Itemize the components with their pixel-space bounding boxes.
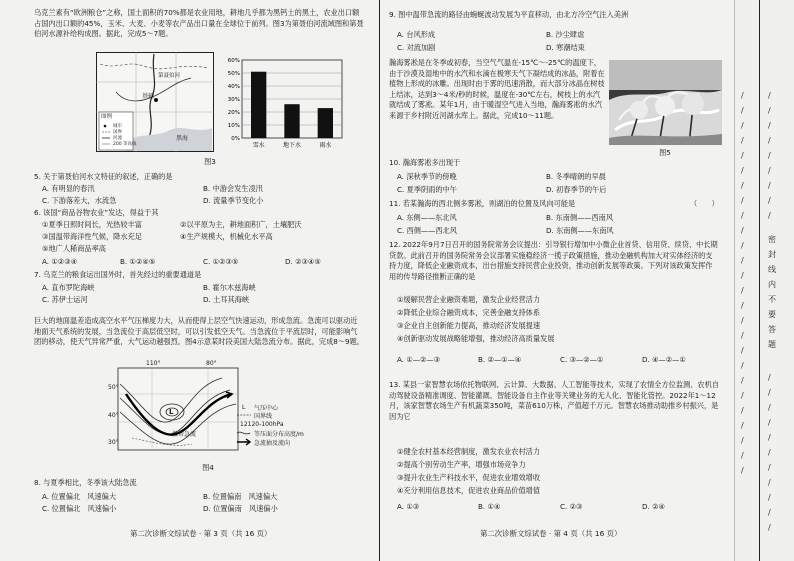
q13-item: ④充分利用信息技术，促进农业商品价值增值: [397, 486, 541, 495]
seal-char: 题: [768, 340, 776, 349]
q12-option[interactable]: A. ①—②—③: [397, 355, 441, 364]
q8-option[interactable]: D. 位置偏南 风速偏小: [203, 504, 278, 513]
map-legend-item: 河流: [113, 136, 122, 141]
q11-answer-bracket[interactable]: （ ）: [690, 199, 719, 208]
q8-option[interactable]: C. 位置偏北 风速偏小: [42, 504, 117, 513]
q13-option[interactable]: A. ①③: [397, 502, 420, 511]
fig4-lat: 50°: [108, 384, 119, 391]
seal-char: 封: [768, 250, 776, 259]
q7-option[interactable]: A. 直布罗陀海峡: [42, 283, 95, 292]
q13-option[interactable]: B. ①④: [478, 502, 501, 511]
seal-char: 要: [768, 310, 776, 319]
seal-char: 线: [768, 265, 776, 274]
fig4-legend-item: 急流抽及流向: [254, 440, 291, 447]
q12-item: ①缓解民营企业融资难题，激发企业经营活力: [397, 295, 541, 304]
fig4-legend-item: 等压面分布高度/m: [254, 431, 304, 438]
right-page-footer: 第二次诊断文综试卷 · 第 4 页（共 16 页）: [480, 529, 622, 538]
fig4-legend-item: 12120-100hPa: [240, 421, 284, 428]
q9-stem: 9. 图中温带急流的路径由蜿蜒波动发展为平直移动，由北方冷空气注入美洲: [389, 10, 629, 19]
q12-item: ②降低企业综合融资成本，完善金融支持体系: [397, 308, 541, 317]
margin-rule-inner: [759, 0, 760, 561]
fig5-rime-photo: [609, 60, 722, 145]
q10-option[interactable]: C. 夏季阴雨的中午: [397, 185, 457, 194]
q13-item: ③提升农业生产科技水平，促进农业增效增收: [397, 473, 541, 482]
fig4-lat: 30°: [108, 439, 119, 446]
fig4-legend-border: [236, 411, 252, 419]
y-tick-label: 60%: [227, 58, 240, 64]
intro-q8-9: 巨大的地面温差造成高空水平气压梯度力大，从而使得上层空气快速运动，形成急流。急流可以驱动近地面天气系统的发展，当急流位于高层低空时，可以引发低空天气。当急流位于平流层时，可能影响气团的移动，使天气异常严重，大气运动越强烈。图4示意某时段美国大陆急流分布。据此，完成8～9题。: [34, 316, 364, 347]
q6-option[interactable]: C. ①②③⑤: [203, 257, 239, 266]
map-legend-item: 200 等高线: [113, 142, 137, 147]
map-legend-title: 图例: [101, 114, 113, 120]
y-tick-label: 50%: [227, 71, 240, 77]
map-legend-item: 城市: [113, 124, 122, 129]
q12-stem: 12. 2022年9月7日召开的国务院常务会议提出：引导银行增加中小微企业首贷、信用贷、续贷、中长期贷款。此前召开的国务院常务会议部署实施稳经济一揽子政策措施，推动金融机构加大对实体经济的支持力度，降低企业融资成本，出台措施支持民营企业投资，推动创新发展等政策。下列对该政策发挥作用的传导路径推断正确的是: [389, 240, 718, 281]
x-tick-label: 雨水: [319, 142, 332, 149]
fig3-bar-chart: [218, 54, 348, 154]
page-divider: [379, 0, 380, 561]
margin-dash-column: / / / / / / / / / / / / / / / / / / / / / / / / / /: [741, 91, 744, 475]
y-tick-label: 10%: [227, 123, 240, 129]
q6-option[interactable]: A. ①②③④: [42, 257, 78, 266]
intro-q5-7: 乌克兰素有“欧洲粮仓”之称，国土面积的70%都是农业用地，耕地几乎都为黑钙土的黑土，农业出口额占国内出口额的45%，玉米、大麦、小麦等农产品出口量在全球位于前列。图3为第聂伯河流域图和第聂伯河水源补给构成图。据此，完成5～7题。: [34, 8, 364, 39]
q11-option[interactable]: A. 东侧——东北风: [397, 213, 457, 222]
map-legend-item: 国界: [113, 130, 122, 135]
q13-item: ①健全农村基本经营制度，激发农业农村活力: [397, 447, 541, 456]
seal-char: 内: [768, 280, 776, 289]
q6-item: ③国温带海洋性气候，降水充足: [42, 232, 142, 241]
q10-option[interactable]: D. 初春季节的午后: [546, 185, 607, 194]
q6-stem: 6. 该国“商品谷物农业”发达，得益于其: [34, 208, 159, 217]
margin-dash-column: / / / / / / / / / / /: [768, 373, 771, 532]
fig4-legend-item: 气压中心: [254, 405, 279, 412]
left-page-footer: 第二次诊断文综试卷 · 第 3 页（共 16 页）: [130, 529, 272, 538]
fig4-low-label: L: [169, 408, 174, 416]
seal-char: 密: [768, 235, 776, 244]
q12-option[interactable]: D. ④—②—①: [642, 355, 686, 364]
fig4-legend-L: L: [242, 404, 246, 411]
q8-option[interactable]: B. 位置偏南 风速偏大: [203, 492, 278, 501]
q9-option[interactable]: D. 寒潮结束: [546, 43, 585, 52]
q11-option[interactable]: B. 东南侧——西南风: [546, 213, 614, 222]
q5-stem: 5. 关于第聂伯河水文特征的叙述，正确的是: [34, 172, 173, 181]
q9-option[interactable]: C. 对流加剧: [397, 43, 436, 52]
fig4-legend-arrow: [236, 438, 252, 446]
x-tick-label: 雪水: [252, 142, 265, 149]
q5-option[interactable]: C. 下游落差大，水流急: [42, 196, 117, 205]
q12-item: ③企业自主创新能力提高，推动经济发展提速: [397, 321, 541, 330]
fig4-jet-stream-map: [112, 364, 242, 454]
q6-item: ④生产规模大，机械化水平高: [180, 232, 273, 241]
margin-dash-column: / / / / / / / / /: [768, 91, 771, 220]
q13-option[interactable]: C. ②③: [560, 502, 583, 511]
fig4-legend-item: 国界线: [254, 413, 273, 420]
q8-stem: 8. 与夏季相比，冬季该大陆急流: [34, 478, 137, 487]
q10-option[interactable]: B. 冬季晴朗的早晨: [546, 172, 606, 181]
q11-option[interactable]: D. 东南侧——东南风: [546, 226, 614, 235]
q11-option[interactable]: C. 西侧——西北风: [397, 226, 457, 235]
q6-item: ⑤地广人稀商品率高: [42, 244, 106, 253]
bar: [318, 108, 333, 138]
q6-item: ②以平原为主，耕地面积广，土壤肥沃: [180, 220, 302, 229]
q13-item: ②提高个别劳动生产率，增强市场竞争力: [397, 460, 526, 469]
q12-option[interactable]: B. ②—①—④: [478, 355, 522, 364]
q10-option[interactable]: A. 深秋季节的傍晚: [397, 172, 457, 181]
margin-seal-text: [766, 232, 778, 352]
fig4-lon: 110°: [146, 360, 161, 367]
q7-option[interactable]: D. 土耳其海峡: [203, 295, 250, 304]
seal-char: 不: [768, 295, 776, 304]
fig5-caption: 图5: [659, 148, 671, 157]
fig4-caption: 图4: [202, 463, 214, 472]
q7-option[interactable]: C. 苏伊士运河: [42, 295, 88, 304]
q6-option[interactable]: D. ②③④⑤: [285, 257, 321, 266]
bar: [251, 72, 266, 138]
bar: [284, 104, 299, 138]
intro-q10-11: 瀚海雾凇是在冬季或初春，当空气气温在-15℃～-25℃的温度下，由于沙漠及湿地中的水汽和水滴在极寒天气下凝结成的冰晶，附着在植物上形成的冰雕。出现时由于雾的迅速消散，而大部分冰晶在树枝上结冰，达到3～4米/秒的时候，温度在-30℃左右，树枝上的水汽就结成了雾凇。某年1月，由于暖湿空气进入当地，瀚海雾凇的水汽来源于乡村附近河湖水库上。据此，完成10～11题。: [389, 58, 605, 120]
q11-stem: 11. 若某瀚海的西北侧多雾凇，则湖泊的位置及风向可能是: [389, 199, 576, 208]
q6-option[interactable]: B. ①②④⑤: [120, 257, 156, 266]
q5-option[interactable]: D. 流量季节变化小: [203, 196, 264, 205]
q8-option[interactable]: A. 位置偏北 风速偏大: [42, 492, 117, 501]
q13-option[interactable]: D. ②④: [642, 502, 665, 511]
fig4-lon: 80°: [206, 360, 217, 367]
q7-stem: 7. 乌克兰的粮食运出国外时，首先经过的重要通道是: [34, 270, 202, 279]
x-tick-label: 地下水: [282, 142, 302, 149]
q6-item: ①夏季日照时间长，光热较丰富: [42, 220, 142, 229]
q5-option[interactable]: B. 中游会发生凌汛: [203, 184, 263, 193]
map-river-label: 第聂伯河: [158, 73, 181, 79]
q13-stem: 13. 某县一家智慧农场依托物联网、云计算、大数据、人工智能等技术，实现了农情全方位监测、农机自动驾驶设备精准调度、智能灌溉、智能设备自主作业等关键业务的无人化、智能化管控。2022年1～12月，该家智慧农场生产有机蔬菜350吨，菜苗610万株，产值超千万元。智慧农场推动助推乡村振兴，是因为它: [389, 380, 719, 421]
q10-stem: 10. 瀚海雾凇多出现于: [389, 158, 461, 167]
y-tick-label: 0%: [231, 136, 240, 142]
q12-option[interactable]: C. ③—②—①: [560, 355, 604, 364]
margin-rule-outer: [734, 0, 735, 561]
q9-option[interactable]: A. 台风形成: [397, 30, 436, 39]
fig3-caption: 图3: [204, 157, 216, 166]
fig4-lat: 40°: [108, 412, 119, 419]
y-tick-label: 20%: [227, 110, 240, 116]
map-city-label: 基辅: [142, 93, 155, 100]
q12-item: ④创新驱动发展战略能增强，推动经济高质量发展: [397, 334, 555, 343]
map-sea-label: 黑海: [176, 135, 189, 142]
y-tick-label: 40%: [227, 84, 240, 90]
q9-option[interactable]: B. 沙尘肆虐: [546, 30, 585, 39]
seal-char: 答: [768, 325, 776, 334]
y-tick-label: 30%: [227, 97, 240, 103]
q5-option[interactable]: A. 有明显的春汛: [42, 184, 95, 193]
q7-option[interactable]: B. 霍尔木兹海峡: [203, 283, 256, 292]
fig4-legend-isoline: [236, 429, 252, 437]
fig4-jet-label: 温带急流: [172, 431, 197, 438]
